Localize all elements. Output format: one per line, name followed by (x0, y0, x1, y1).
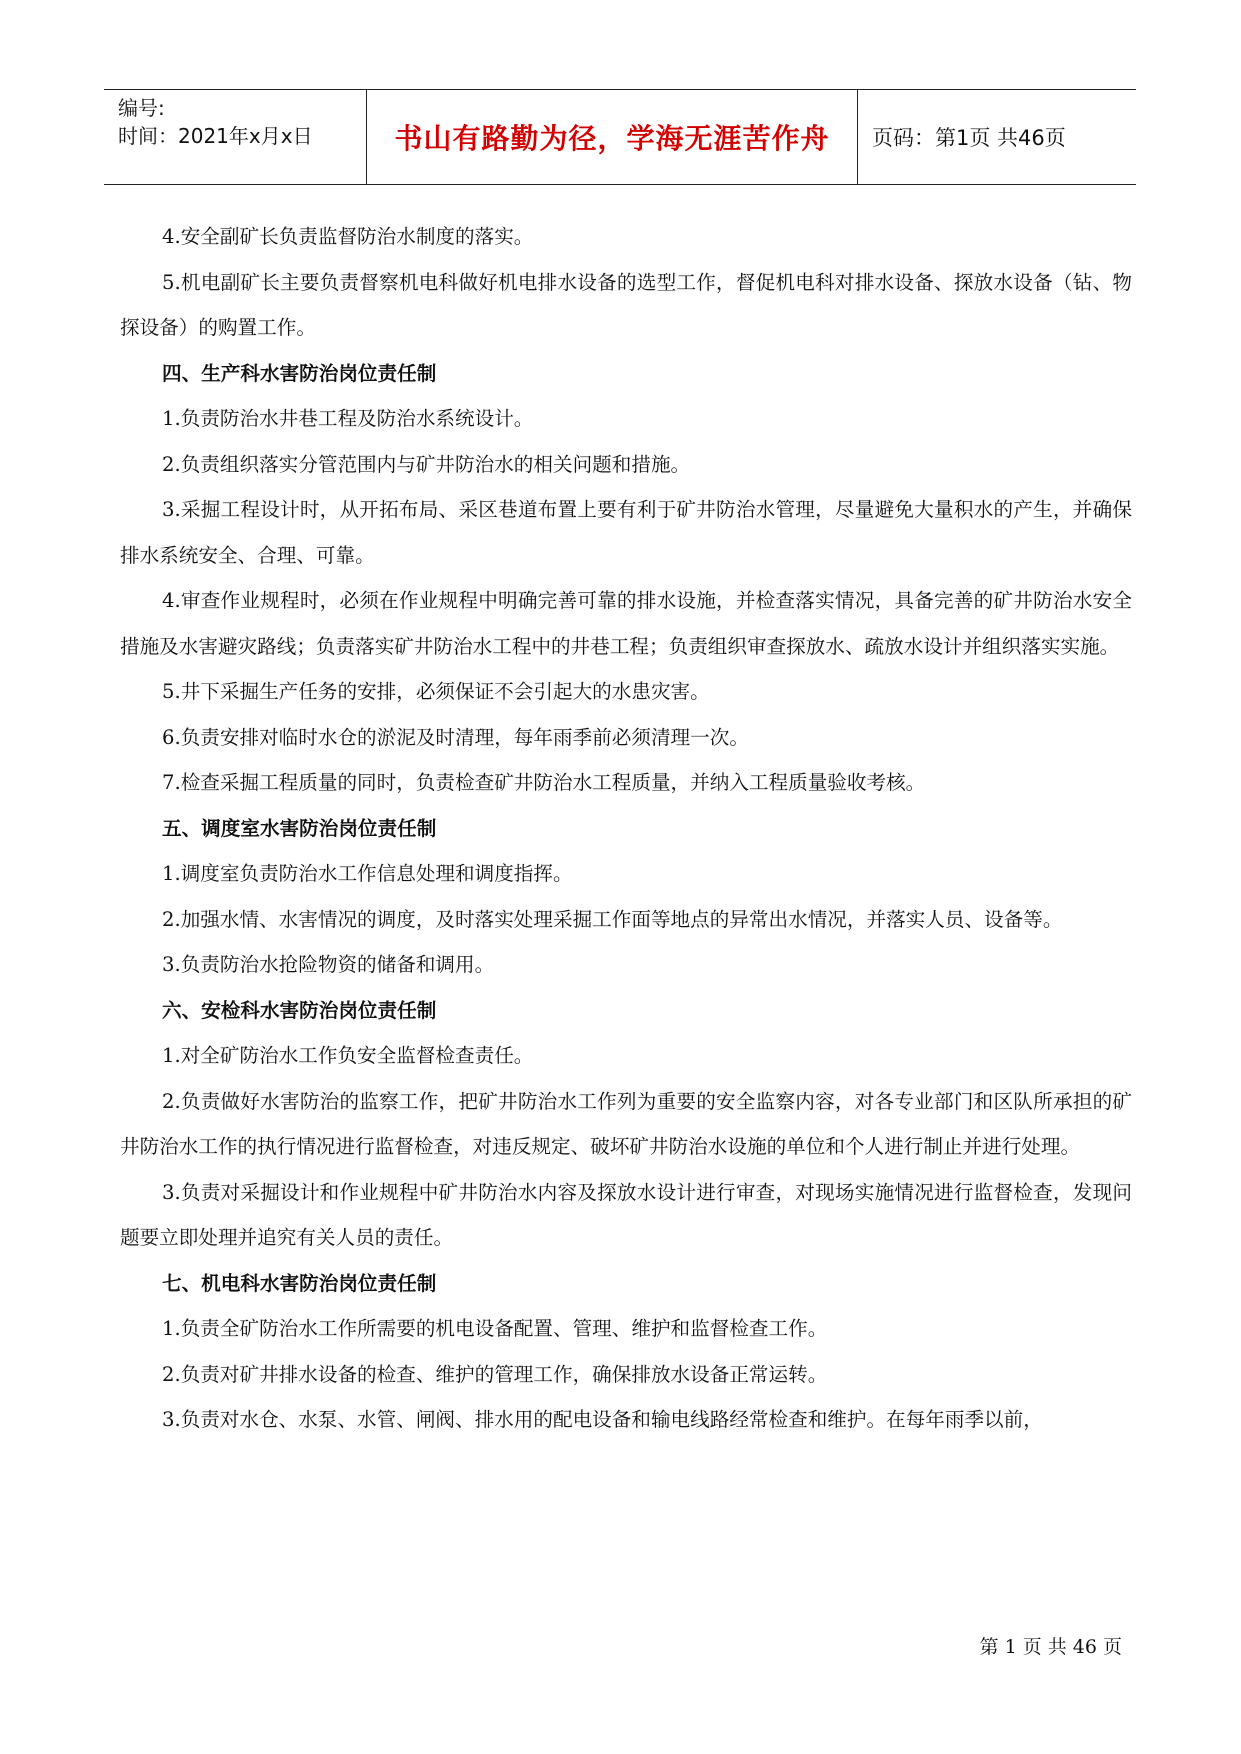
body-paragraph: 2.负责组织落实分管范围内与矿井防治水的相关问题和措施。 (162, 452, 691, 476)
section-heading: 七、机电科水害防治岗位责任制 (162, 1271, 437, 1295)
body-paragraph: 2.加强水情、水害情况的调度，及时落实处理采掘工作面等地点的异常出水情况，并落实人员、设备等。 (162, 907, 1063, 931)
body-paragraph: 3.采掘工程设计时，从开拓布局、采区巷道布置上要有利于矿井防治水管理，尽量避免大量积水的产生，并确保排水系统安全、合理、可靠。 (120, 498, 1132, 567)
document-time-label: 时间：2021年x月x日 (118, 124, 313, 148)
body-paragraph: 5.井下采掘生产任务的安排，必须保证不会引起大的水患灾害。 (162, 680, 710, 703)
document-header (104, 89, 1136, 185)
body-paragraph: 6.负责安排对临时水仓的淤泥及时清理，每年雨季前必须清理一次。 (162, 725, 749, 749)
body-paragraph: 1.对全矿防治水工作负安全监督检查责任。 (162, 1044, 534, 1067)
header-motto-cell (367, 90, 858, 184)
header-page-number: 页码：第1页 共46页 (872, 126, 1066, 150)
body-paragraph: 1.调度室负责防治水工作信息处理和调度指挥。 (162, 862, 573, 885)
section-heading: 五、调度室水害防治岗位责任制 (162, 816, 437, 840)
body-paragraph: 4.安全副矿长负责监督防治水制度的落实。 (162, 225, 534, 248)
header-info-cell (104, 90, 367, 184)
document-body (120, 214, 1132, 1443)
header-page-cell (858, 90, 1136, 184)
body-paragraph: 1.负责全矿防治水工作所需要的机电设备配置、管理、维护和监督检查工作。 (162, 1317, 828, 1340)
document-number-label: 编号: (118, 96, 165, 120)
section-heading: 六、安检科水害防治岗位责任制 (162, 998, 437, 1022)
body-paragraph: 2.负责对矿井排水设备的检查、维护的管理工作，确保排放水设备正常运转。 (162, 1362, 828, 1386)
body-paragraph: 1.负责防治水井巷工程及防治水系统设计。 (162, 407, 534, 430)
body-paragraph: 3.负责防治水抢险物资的储备和调用。 (162, 953, 495, 976)
body-paragraph: 2.负责做好水害防治的监察工作，把矿井防治水工作列为重要的安全监察内容，对各专业部门和区队所承担的矿井防治水工作的执行情况进行监督检查，对违反规定、破坏矿井防治水设施的单位和个人进行制止并进行处理。 (120, 1089, 1132, 1158)
section-heading: 四、生产科水害防治岗位责任制 (162, 361, 437, 385)
body-paragraph: 5.机电副矿长主要负责督察机电科做好机电排水设备的选型工作，督促机电科对排水设备、探放水设备（钻、物探设备）的购置工作。 (120, 270, 1132, 339)
body-paragraph: 3.负责对采掘设计和作业规程中矿井防治水内容及探放水设计进行审查，对现场实施情况进行监督检查，发现问题要立即处理并追究有关人员的责任。 (120, 1180, 1132, 1249)
body-paragraph: 3.负责对水仓、水泵、水管、闸阀、排水用的配电设备和输电线路经常检查和维护。在每年雨季以前， (162, 1408, 1043, 1431)
body-paragraph: 7.检查采掘工程质量的同时，负责检查矿井防治水工程质量，并纳入工程质量验收考核。 (162, 771, 926, 794)
footer-page-number: 第 1 页 共 46 页 (979, 1636, 1122, 1658)
body-paragraph: 4.审查作业规程时，必须在作业规程中明确完善可靠的排水设施，并检查落实情况，具备完善的矿井防治水安全措施及水害避灾路线；负责落实矿井防治水工程中的井巷工程；负责组织审查探放水、疏放水设计并组织落实实施。 (120, 589, 1132, 658)
header-motto: 书山有路勤为径，学海无涯苦作舟 (394, 122, 830, 155)
